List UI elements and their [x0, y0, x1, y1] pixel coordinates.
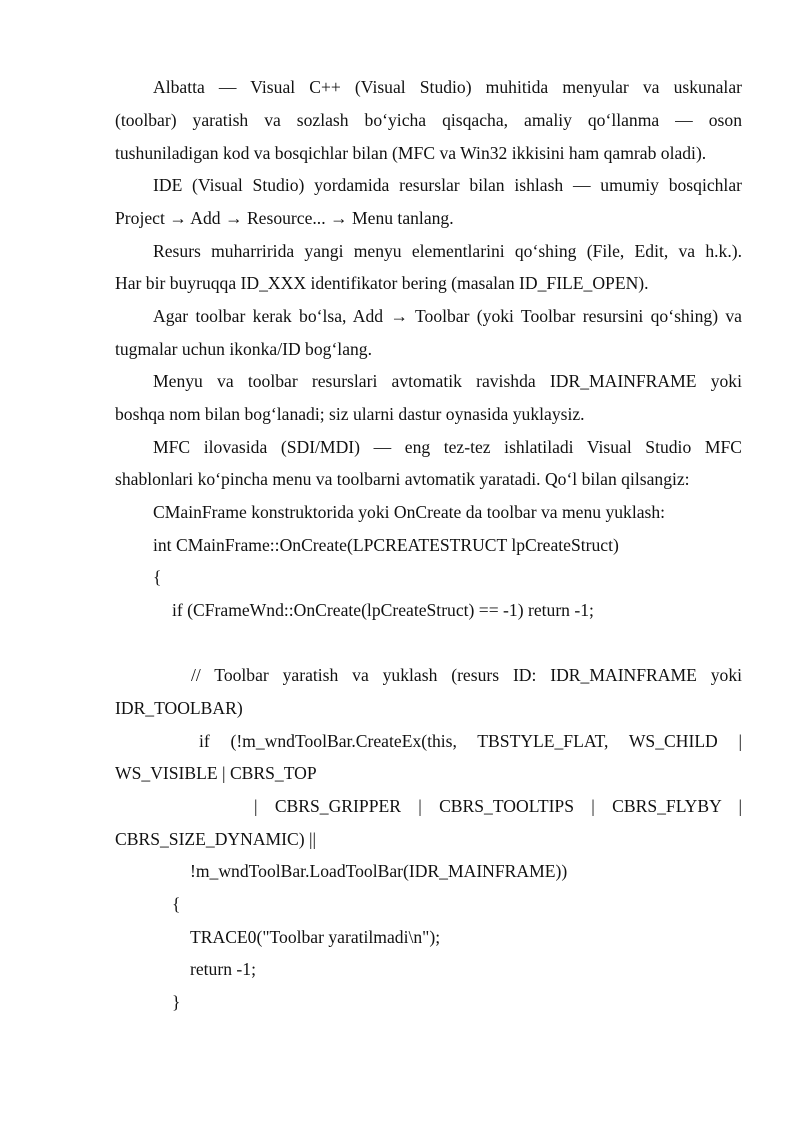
paragraph-line: Har bir buyruqqa ID_XXX identifikator bering (masalan ID_FILE_OPEN).	[115, 273, 649, 293]
paragraph-line: Menyu va toolbar resurslari avtomatik ravishda IDR_MAINFRAME yoki	[153, 371, 742, 391]
paragraph-line: Agar toolbar kerak bo‘lsa, Add → Toolbar (yoki Toolbar resursini qo‘shing) va	[153, 306, 742, 326]
code-line: }	[172, 992, 181, 1012]
code-line: return -1;	[190, 959, 256, 979]
code-line: int CMainFrame::OnCreate(LPCREATESTRUCT lpCreateStruct)	[153, 535, 619, 555]
code-line: {	[172, 894, 181, 914]
paragraph-line: Resurs muharririda yangi menyu elementlarini qo‘shing (File, Edit, va h.k.).	[153, 241, 742, 261]
paragraph-line: Project → Add → Resource... → Menu tanlang.	[115, 208, 454, 228]
code-line: if (CFrameWnd::OnCreate(lpCreateStruct) == -1) return -1;	[172, 600, 594, 620]
code-line: !m_wndToolBar.LoadToolBar(IDR_MAINFRAME))	[190, 861, 568, 881]
code-line: TRACE0("Toolbar yaratilmadi\n");	[190, 927, 441, 947]
code-line: WS_VISIBLE | CBRS_TOP	[115, 763, 317, 783]
paragraph-line: Albatta — Visual C++ (Visual Studio) muhitida menyular va uskunalar	[153, 77, 742, 97]
paragraph-line: MFC ilovasida (SDI/MDI) — eng tez-tez ishlatiladi Visual Studio MFC	[153, 437, 742, 457]
code-line: | CBRS_GRIPPER | CBRS_TOOLTIPS | CBRS_FLYBY |	[254, 796, 742, 816]
paragraph-line: tushuniladigan kod va bosqichlar bilan (MFC va Win32 ikkisini ham qamrab oladi).	[115, 143, 707, 163]
code-line: CBRS_SIZE_DYNAMIC) ||	[115, 829, 317, 849]
paragraph-line: IDE (Visual Studio) yordamida resurslar bilan ishlash — umumiy bosqichlar	[153, 175, 742, 195]
code-line: {	[153, 567, 162, 587]
code-line: if (!m_wndToolBar.CreateEx(this, TBSTYLE_FLAT, WS_CHILD |	[199, 731, 742, 751]
paragraph-line: boshqa nom bilan bog‘lanadi; siz ularni dastur oynasida yuklaysiz.	[115, 404, 585, 424]
paragraph-line: CMainFrame konstruktorida yoki OnCreate da toolbar va menu yuklash:	[153, 502, 666, 522]
code-comment-line: // Toolbar yaratish va yuklash (resurs ID: IDR_MAINFRAME yoki	[191, 665, 742, 685]
paragraph-line: shablonlari ko‘pincha menu va toolbarni avtomatik yaratadi. Qo‘l bilan qilsangiz:	[115, 469, 690, 489]
code-comment-line: IDR_TOOLBAR)	[115, 698, 243, 718]
paragraph-line: (toolbar) yaratish va sozlash bo‘yicha qisqacha, amaliy qo‘llanma — oson	[115, 110, 742, 130]
paragraph-line: tugmalar uchun ikonka/ID bog‘lang.	[115, 339, 372, 359]
